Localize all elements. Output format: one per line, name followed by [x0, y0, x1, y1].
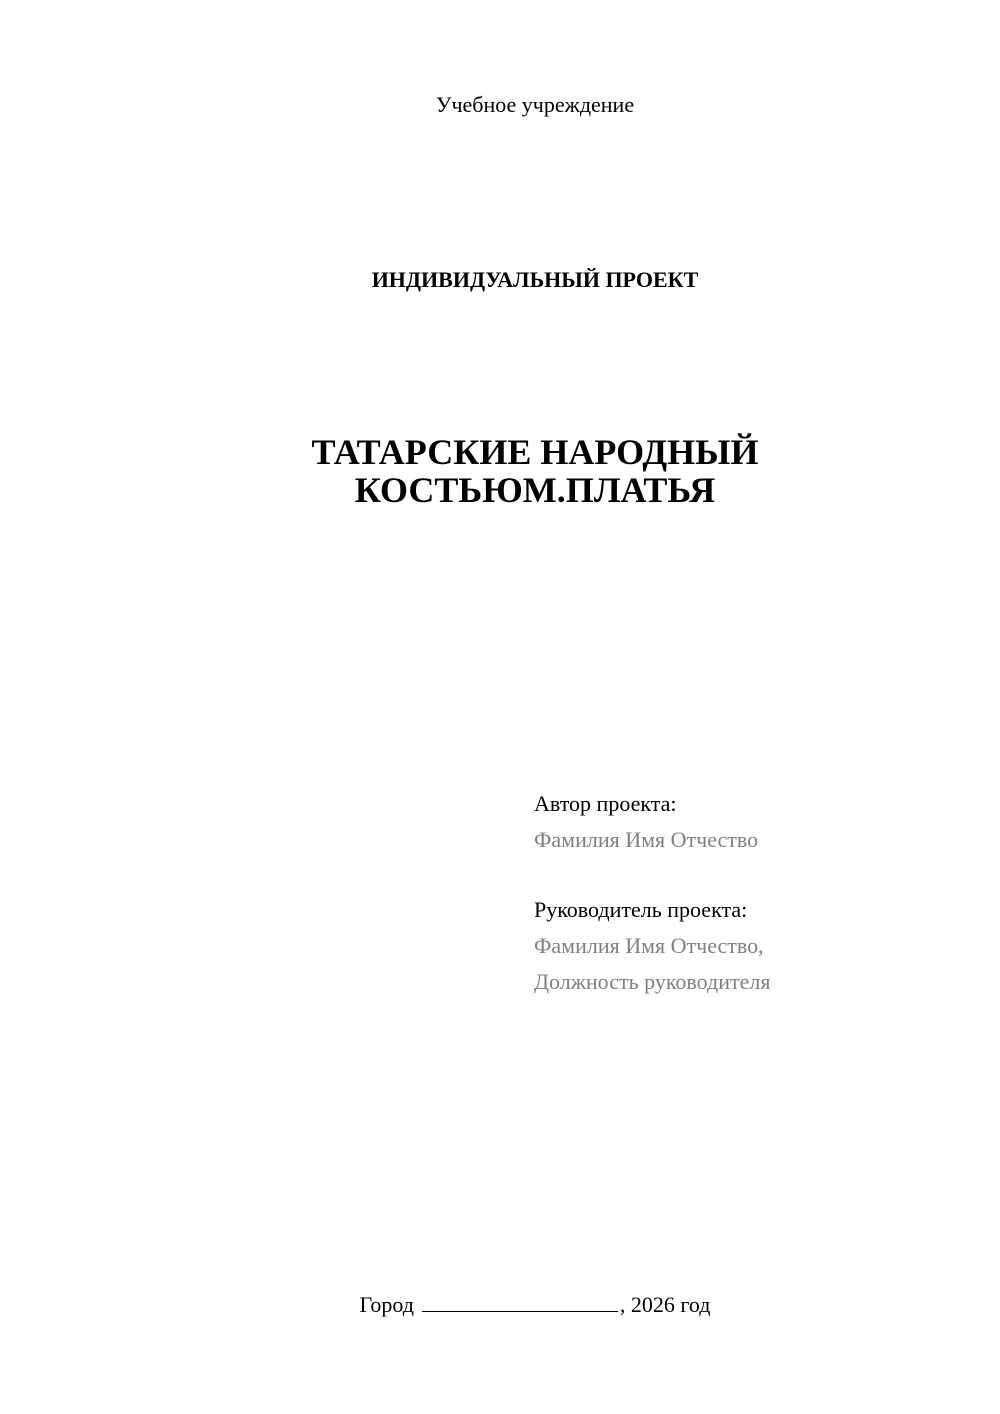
year-text: , 2026 год: [619, 1292, 711, 1317]
author-name-placeholder: Фамилия Имя Отчество: [534, 827, 759, 852]
author-label: Автор проекта:: [534, 791, 677, 816]
city-label: Город: [359, 1292, 414, 1317]
author-block: [534, 786, 758, 858]
supervisor-position-placeholder: Должность руководителя: [534, 969, 771, 994]
project-title: [0, 433, 1000, 509]
project-title-line-2: КОСТЬЮМ.ПЛАТЬЯ: [354, 470, 716, 510]
project-type-heading: ИНДИВИДУАЛЬНЫЙ ПРОЕКТ: [371, 267, 699, 292]
supervisor-block: [534, 892, 770, 1000]
project-title-line-1: ТАТАРСКИЕ НАРОДНЫЙ: [311, 432, 759, 472]
city-blank-line: [422, 1289, 618, 1312]
supervisor-name-placeholder: Фамилия Имя Отчество,: [534, 933, 764, 958]
institution-name: Учебное учреждение: [435, 92, 635, 117]
supervisor-label: Руководитель проекта:: [534, 897, 748, 922]
city-year-line: [0, 1289, 1000, 1320]
